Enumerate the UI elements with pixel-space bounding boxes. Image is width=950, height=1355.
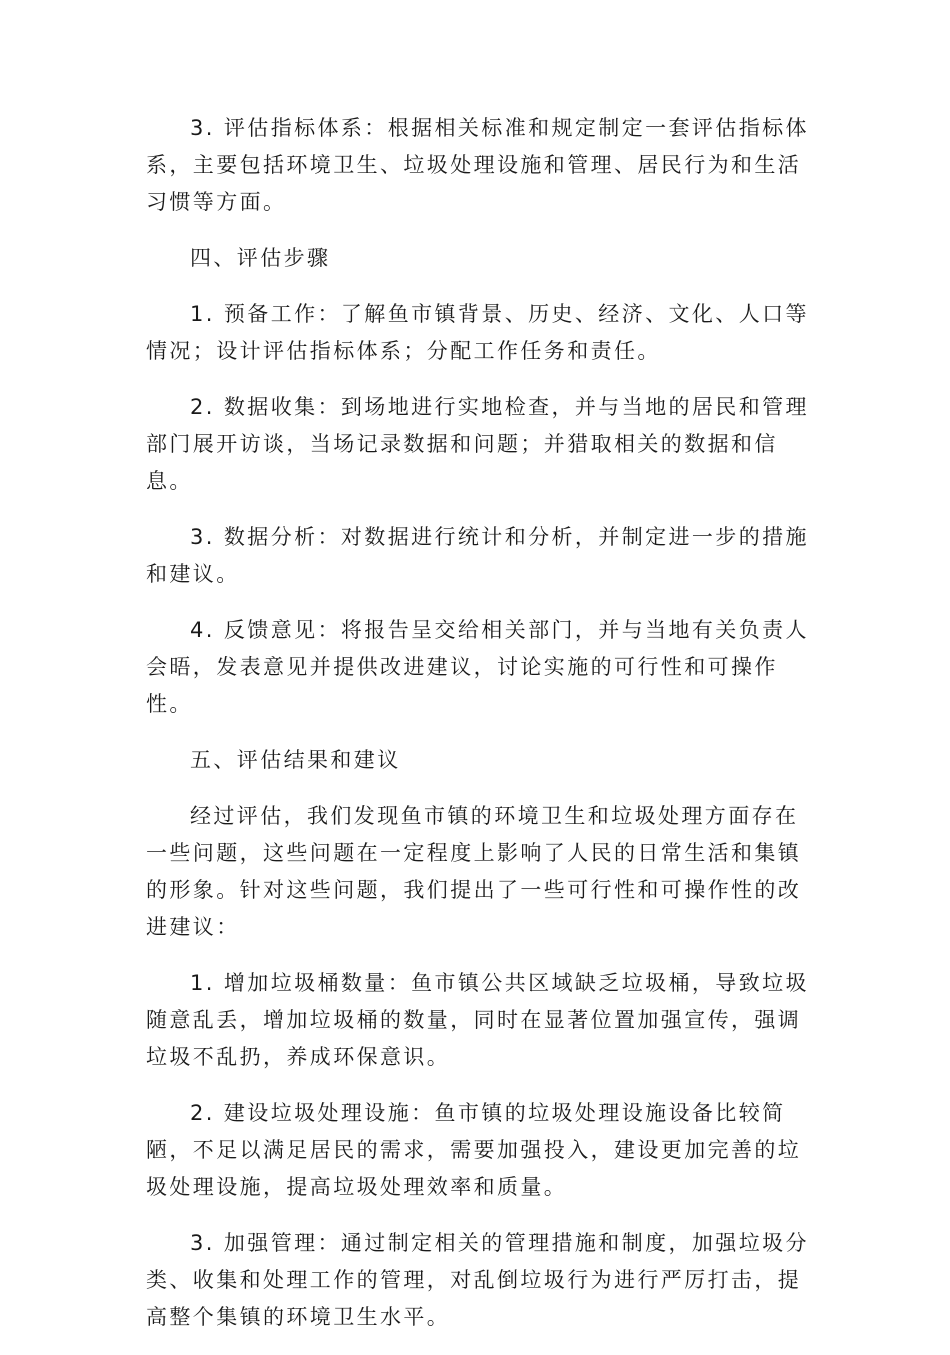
section-heading-results-and-suggestions: 五、评估结果和建议 xyxy=(190,748,401,772)
section-heading-evaluation-steps: 四、评估步骤 xyxy=(190,246,331,270)
document-body xyxy=(146,110,814,1355)
list-item-build-facilities: 2. 建设垃圾处理设施：鱼市镇的垃圾处理设施设备比较简陋，不足以满足居民的需求，需要加强投入，建设更加完善的垃圾处理设施，提高垃圾处理效率和质量。 xyxy=(146,1101,802,1199)
list-item-strengthen-management: 3. 加强管理：通过制定相关的管理措施和制度，加强垃圾分类、收集和处理工作的管理，对乱倒垃圾行为进行严厉打击，提高整个集镇的环境卫生水平。 xyxy=(146,1231,809,1329)
list-item-data-analysis: 3. 数据分析：对数据进行统计和分析，并制定进一步的措施和建议。 xyxy=(146,525,809,586)
list-item-feedback: 4. 反馈意见：将报告呈交给相关部门，并与当地有关负责人会晤，发表意见并提供改进建议，讨论实施的可行性和可操作性。 xyxy=(146,618,809,716)
list-item-preparation: 1. 预备工作：了解鱼市镇背景、历史、经济、文化、人口等情况；设计评估指标体系；分配工作任务和责任。 xyxy=(146,302,809,363)
body-paragraph-findings: 经过评估，我们发现鱼市镇的环境卫生和垃圾处理方面存在一些问题，这些问题在一定程度上影响了人民的日常生活和集镇的形象。针对这些问题，我们提出了一些可行性和可操作性的改进建议： xyxy=(146,804,802,939)
list-item-data-collection: 2. 数据收集：到场地进行实地检查，并与当地的居民和管理部门展开访谈，当场记录数据和问题；并猎取相关的数据和信息。 xyxy=(146,395,809,493)
list-item-evaluation-index-system: 3. 评估指标体系：根据相关标准和规定制定一套评估指标体系，主要包括环境卫生、垃圾处理设施和管理、居民行为和生活习惯等方面。 xyxy=(146,116,809,214)
list-item-more-bins: 1. 增加垃圾桶数量：鱼市镇公共区域缺乏垃圾桶，导致垃圾随意乱丢，增加垃圾桶的数量，同时在显著位置加强宣传，强调垃圾不乱扔，养成环保意识。 xyxy=(146,971,809,1069)
